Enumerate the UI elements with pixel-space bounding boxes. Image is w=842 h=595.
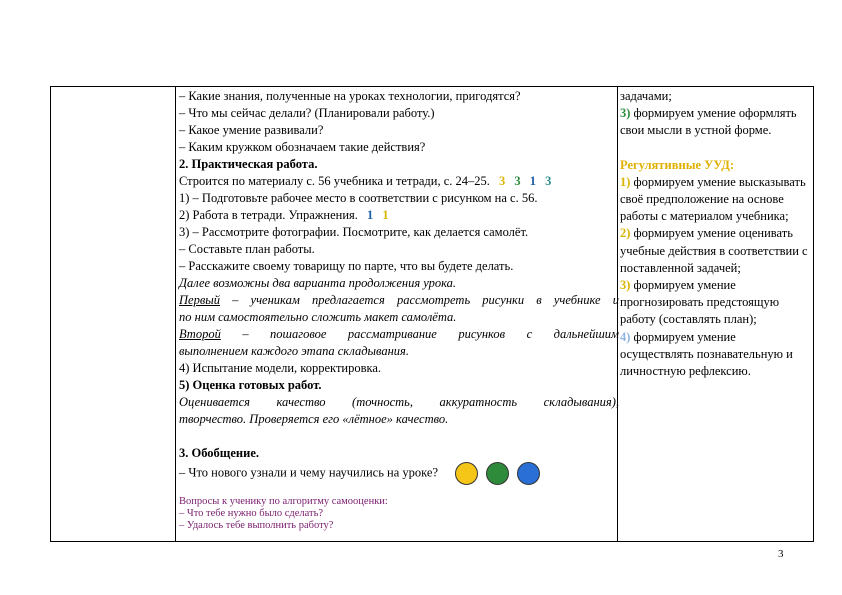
lesson-table [50,86,814,542]
uud-text: задачами; [620,89,672,103]
lesson-content-column [179,88,619,532]
section-heading: 5) Оценка готовых работ. [179,378,322,392]
task-number: 1 [529,174,536,188]
table-top-border [51,86,813,87]
italic-note: творчество. Проверяется его «лётное» качество. [179,412,449,426]
italic-note: по ним самостоятельно сложить макет самолёта. [179,310,457,324]
item-number: 4) [620,329,631,344]
text-line: 4) Испытание модели, корректировка. [179,361,382,375]
text-line [179,462,619,486]
text-span: формируем умение прогнозировать предстоящую работу (составлять план); [620,278,780,327]
text-span: формируем умение высказывать своё предположение на основе работы с материалом учебника; [620,174,806,224]
variant-label: Первый [179,293,220,307]
text-line: – Каким кружком обозначаем такие действия? [179,140,426,154]
text-span: – ученикам предлагается рассмотреть рисунки в учебнике и [219,293,619,307]
text-line: 1) – Подготовьте рабочее место в соответствии с рисунком на с. 56. [179,191,538,205]
uud-item [620,277,808,329]
italic-note: Далее возможны два варианта продолжения урока. [179,276,457,290]
spacer [179,428,619,445]
variant-second [179,326,619,343]
item-number: 3) [620,106,631,121]
text-line: – Расскажите своему товарищу по парте, что вы будете делать. [179,259,514,273]
text-line: 3) – Рассмотрите фотографии. Посмотрите, как делается самолёт. [179,225,529,239]
text-span: формируем умение оценивать учебные действия в соответствии с поставленной задачей; [620,226,808,275]
self-assessment-title: Вопросы к ученику по алгоритму самооценки: [179,496,388,507]
uud-item [620,105,808,139]
item-number: 1) [620,174,631,189]
italic-note: выполнением каждого этапа складывания. [179,344,409,358]
text-span: – Что нового узнали и чему научились на уроке? [179,465,438,480]
text-span: 2) Работа в тетради. Упражнения. [179,208,358,222]
text-span: – пошаговое рассматривание рисунков с дальнейшим [220,327,619,341]
text-span: формируем умение оформлять свои мысли в устной форме. [620,106,797,138]
assessment-circles [455,462,545,485]
text-span: формируем умение осуществлять познавательную и личностную рефлексию. [620,329,793,379]
task-number: 1 [382,208,389,222]
green-circle-icon [486,462,509,485]
italic-note: Оценивается качество (точность, аккуратность складывания), [179,395,619,409]
blue-circle-icon [517,462,540,485]
self-assessment-question: – Что тебе нужно было сделать? [179,508,324,519]
column-divider-1 [175,86,176,541]
yellow-circle-icon [455,462,478,485]
uud-item [620,225,808,277]
item-number: 3) [620,278,631,293]
uud-column [620,88,808,380]
task-number: 3 [545,174,552,188]
text-span: Строится по материалу с. 56 учебника и тетради, с. 24–25. [179,174,490,188]
text-line [179,173,619,190]
spacer [179,486,619,496]
text-line [179,207,619,224]
variant-label: Второй [179,327,221,341]
section-heading: 2. Практическая работа. [179,157,318,171]
text-line: – Что мы сейчас делали? (Планировали работу.) [179,106,435,120]
text-line: – Какие знания, полученные на уроках технологии, пригодятся? [179,89,521,103]
page-number: 3 [778,548,784,560]
section-heading: 3. Обобщение. [179,446,259,460]
task-number: 3 [514,174,521,188]
spacer [620,140,808,157]
uud-item [620,329,808,381]
item-number: 2) [620,226,631,241]
text-line: – Какое умение развивали? [179,123,324,137]
task-number: 3 [499,174,506,188]
variant-first [179,292,619,309]
uud-item [620,174,808,226]
self-assessment-question: – Удалось тебе выполнить работу? [179,520,334,531]
text-line: – Составьте план работы. [179,242,315,256]
regulatory-uud-title: Регулятивные УУД: [620,157,734,172]
task-number: 1 [367,208,374,222]
